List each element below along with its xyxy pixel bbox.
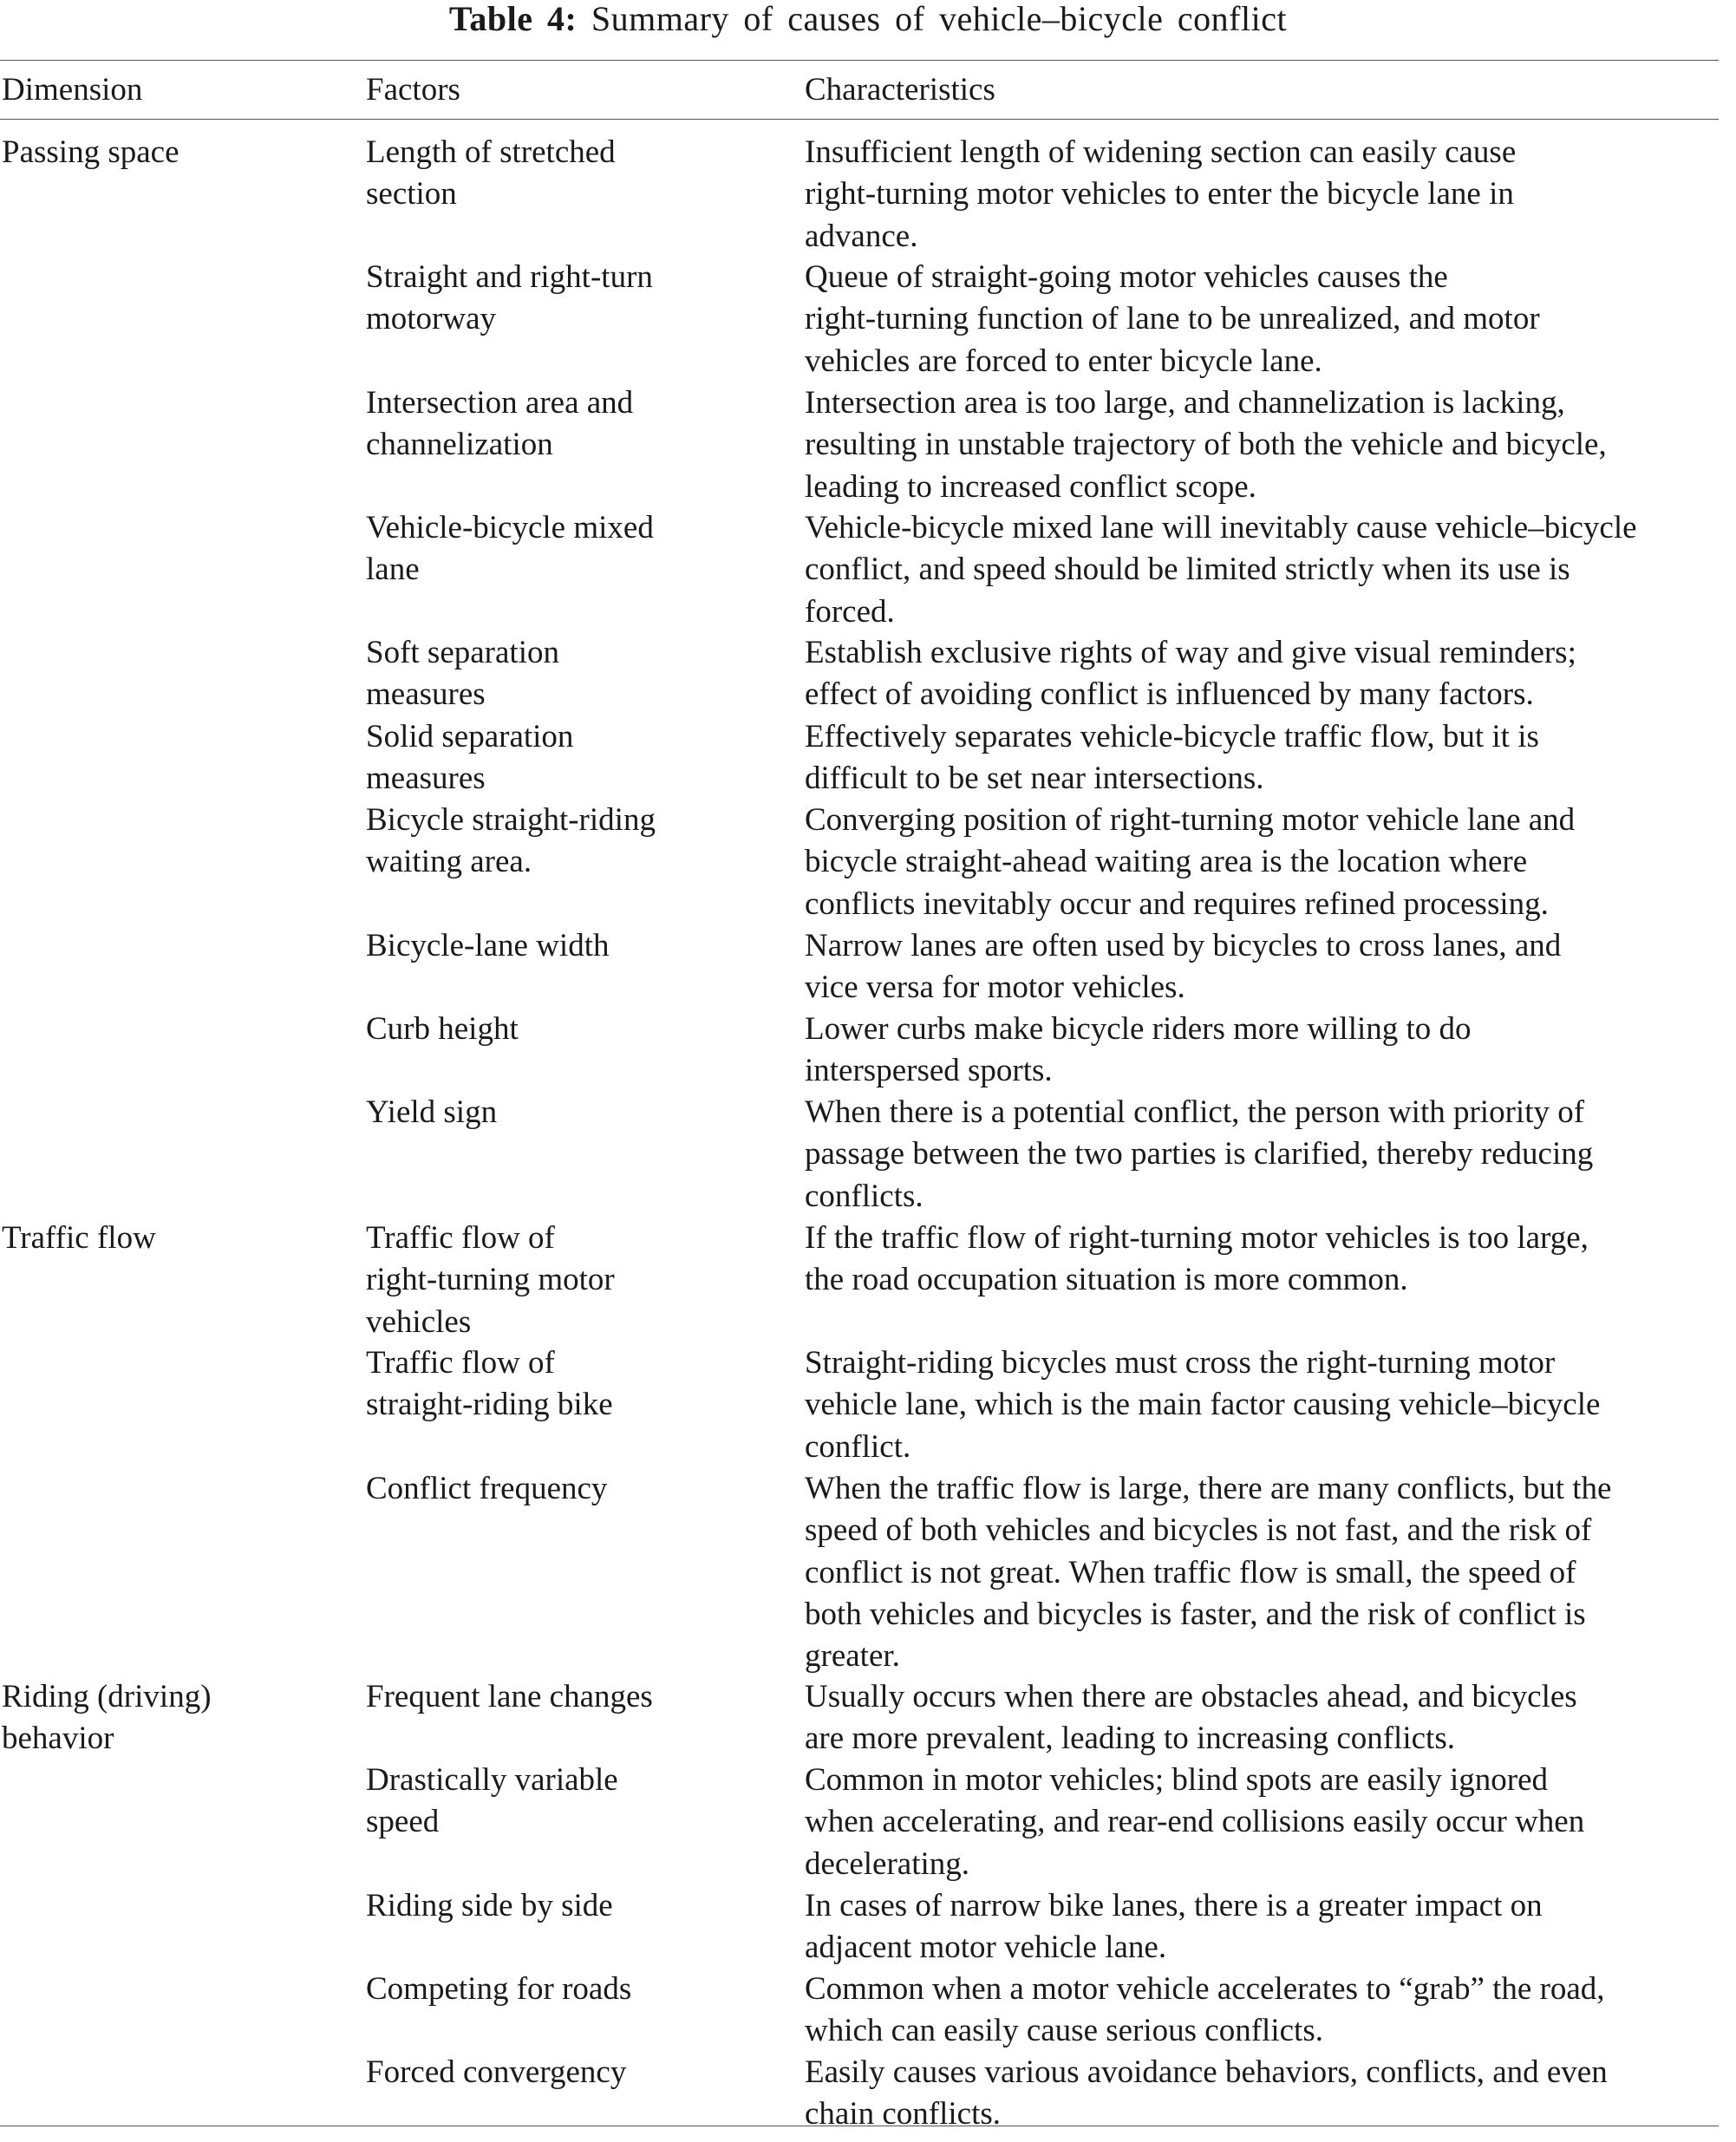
characteristics-cell-line: are more prevalent, leading to increasing conflicts. [805, 1721, 1455, 1757]
characteristics-cell [805, 1342, 1600, 1468]
factor-cell [366, 132, 616, 216]
table-caption-title: Summary of causes of vehicle–bicycle conflict [591, 0, 1288, 38]
dimension-cell-line: Traffic flow [2, 1220, 156, 1256]
header-dimension: Dimension [2, 72, 143, 108]
factor-cell-line: straight-riding bike [366, 1387, 613, 1423]
factor-cell [366, 1760, 618, 1844]
characteristics-cell-line: vehicle lane, which is the main factor causing vehicle–bicycle [805, 1387, 1601, 1423]
factor-cell-line: measures [366, 761, 486, 797]
characteristics-cell-line: conflict is not great. When traffic flow is small, the speed of [805, 1554, 1576, 1590]
factor-cell-line: waiting area. [366, 844, 532, 880]
factor-cell [366, 716, 573, 800]
factor-cell-line: motorway [366, 301, 497, 337]
factor-cell-line: Traffic flow of [366, 1345, 555, 1381]
factor-cell-line: Yield sign [366, 1094, 498, 1130]
characteristics-cell-line: Easily causes various avoidance behaviors, conflicts, and even [805, 2054, 1608, 2090]
dimension-cell [2, 132, 179, 173]
characteristics-cell-line: Common in motor vehicles; blind spots are easily ignored [805, 1762, 1549, 1798]
dimension-cell-line: Passing space [2, 134, 179, 170]
characteristics-cell [805, 382, 1607, 508]
factor-cell [366, 507, 654, 591]
characteristics-cell-line: the road occupation situation is more common. [805, 1262, 1408, 1298]
dimension-cell-line: behavior [2, 1721, 114, 1757]
characteristics-cell [805, 2052, 1608, 2136]
characteristics-cell-line: which can easily cause serious conflicts. [805, 2013, 1323, 2049]
characteristics-cell-line: effect of avoiding conflict is influenced by many factors. [805, 676, 1534, 713]
characteristics-cell-line: In cases of narrow bike lanes, there is a greater impact on [805, 1888, 1543, 1923]
factor-cell-line: Length of stretched [366, 134, 616, 170]
characteristics-cell-line: conflicts inevitably occur and requires refined processing. [805, 885, 1549, 922]
characteristics-cell [805, 632, 1576, 716]
characteristics-cell-line: when accelerating, and rear-end collisions easily occur when [805, 1804, 1585, 1840]
header-characteristics: Characteristics [805, 72, 995, 108]
factor-cell [366, 632, 559, 716]
characteristics-cell-line: Insufficient length of widening section can easily cause [805, 134, 1517, 170]
characteristics-cell [805, 1885, 1543, 1969]
factor-cell-line: Bicycle-lane width [366, 928, 610, 963]
factor-cell-line: Bicycle straight-riding [366, 802, 656, 838]
characteristics-cell-line: Establish exclusive rights of way and give visual reminders; [805, 635, 1576, 670]
characteristics-cell-line: vice versa for motor vehicles. [805, 970, 1185, 1006]
characteristics-cell-line: Intersection area is too large, and channelization is lacking, [805, 385, 1565, 421]
characteristics-cell-line: forced. [805, 593, 895, 630]
characteristics-cell-line: Usually occurs when there are obstacles ahead, and bicycles [805, 1679, 1577, 1714]
characteristics-cell-line: right-turning motor vehicles to enter the bicycle lane in [805, 176, 1514, 212]
factor-cell [366, 1885, 613, 1927]
factor-cell-line: Competing for roads [366, 1971, 632, 2007]
characteristics-cell-line: conflict. [805, 1428, 911, 1465]
characteristics-cell-line: When there is a potential conflict, the person with priority of [805, 1094, 1585, 1130]
factor-cell-line: Traffic flow of [366, 1220, 555, 1256]
factor-cell-line: Straight and right-turn [366, 259, 653, 295]
factor-cell [366, 1676, 653, 1718]
characteristics-cell-line: Straight-riding bicycles must cross the right-turning motor [805, 1345, 1556, 1381]
factor-cell-line: section [366, 176, 457, 212]
characteristics-cell-line: passage between the two parties is clarified, thereby reducing [805, 1136, 1594, 1172]
characteristics-cell-line: decelerating. [805, 1845, 970, 1882]
factor-cell [366, 1092, 497, 1133]
characteristics-cell [805, 1218, 1589, 1302]
characteristics-cell [805, 1468, 1611, 1677]
characteristics-cell-line: advance. [805, 218, 918, 254]
characteristics-cell [805, 925, 1561, 1009]
characteristics-cell [805, 1969, 1605, 2053]
characteristics-cell-line: resulting in unstable trajectory of both the vehicle and bicycle, [805, 427, 1607, 463]
factor-cell [366, 1009, 519, 1050]
characteristics-cell [805, 1092, 1593, 1218]
factor-cell-line: right-turning motor [366, 1262, 615, 1298]
factor-cell-line: Conflict frequency [366, 1471, 608, 1506]
characteristics-cell-line: vehicles are forced to enter bicycle lane. [805, 343, 1322, 379]
characteristics-cell-line: When the traffic flow is large, there are many conflicts, but the [805, 1471, 1612, 1506]
dimension-cell [2, 1676, 212, 1760]
factor-cell-line: channelization [366, 427, 553, 463]
characteristics-cell-line: interspersed sports. [805, 1053, 1053, 1089]
factor-cell-line: lane [366, 552, 420, 588]
characteristics-cell-line: speed of both vehicles and bicycles is not fast, and the risk of [805, 1512, 1592, 1549]
factor-cell [366, 1969, 631, 2010]
factor-cell-line: Drastically variable [366, 1762, 618, 1798]
characteristics-cell-line: Converging position of right-turning motor vehicle lane and [805, 802, 1576, 838]
factor-cell [366, 925, 609, 967]
characteristics-cell [805, 800, 1575, 925]
header-factors: Factors [366, 72, 460, 108]
factor-cell-line: Vehicle-bicycle mixed [366, 510, 654, 545]
dimension-cell-line: Riding (driving) [2, 1679, 212, 1714]
factor-cell-line: Curb height [366, 1011, 519, 1047]
characteristics-cell-line: Common when a motor vehicle accelerates to “grab” the road, [805, 1971, 1605, 2007]
characteristics-cell-line: both vehicles and bicycles is faster, and the risk of conflict is [805, 1596, 1586, 1632]
factor-cell-line: Soft separation [366, 635, 559, 670]
characteristics-cell-line: greater. [805, 1638, 900, 1675]
characteristics-cell [805, 257, 1540, 382]
characteristics-cell-line: If the traffic flow of right-turning motor vehicles is too large, [805, 1220, 1589, 1256]
factor-cell-line: measures [366, 676, 486, 713]
characteristics-cell-line: Vehicle-bicycle mixed lane will inevitably cause vehicle–bicycle [805, 510, 1637, 545]
characteristics-cell-line: leading to increased conflict scope. [805, 468, 1256, 505]
factor-cell [366, 800, 656, 884]
dimension-cell [2, 1218, 156, 1259]
factor-cell-line: vehicles [366, 1303, 472, 1340]
characteristics-cell-line: Effectively separates vehicle-bicycle traffic flow, but it is [805, 719, 1539, 754]
characteristics-cell-line: conflict, and speed should be limited strictly when its use is [805, 552, 1570, 588]
factor-cell-line: Solid separation [366, 719, 574, 754]
factor-cell-line: speed [366, 1804, 440, 1840]
characteristics-cell [805, 132, 1516, 258]
characteristics-cell [805, 716, 1539, 800]
factor-cell [366, 382, 633, 467]
characteristics-cell-line: bicycle straight-ahead waiting area is the location where [805, 844, 1528, 880]
characteristics-cell-line: right-turning function of lane to be unrealized, and motor [805, 301, 1540, 337]
table-caption-label: Table 4: [448, 0, 578, 38]
factor-cell-line: Frequent lane changes [366, 1679, 653, 1714]
characteristics-cell-line: Queue of straight-going motor vehicles causes the [805, 259, 1448, 295]
characteristics-cell [805, 1676, 1577, 1760]
factor-cell [366, 257, 653, 341]
characteristics-cell-line: adjacent motor vehicle lane. [805, 1930, 1167, 1966]
characteristics-cell [805, 507, 1637, 633]
characteristics-cell [805, 1760, 1584, 1885]
characteristics-cell-line: Lower curbs make bicycle riders more willing to do [805, 1011, 1472, 1047]
factor-cell-line: Forced convergency [366, 2054, 627, 2090]
characteristics-cell-line: difficult to be set near intersections. [805, 761, 1264, 797]
characteristics-cell-line: conflicts. [805, 1178, 923, 1214]
factor-cell [366, 1342, 613, 1427]
characteristics-cell-line: chain conflicts. [805, 2096, 1002, 2132]
factor-cell [366, 1468, 607, 1510]
factor-cell [366, 1218, 615, 1343]
factor-cell [366, 2052, 626, 2093]
factor-cell-line: Riding side by side [366, 1888, 613, 1923]
characteristics-cell [805, 1009, 1472, 1093]
factor-cell-line: Intersection area and [366, 385, 634, 421]
characteristics-cell-line: Narrow lanes are often used by bicycles to cross lanes, and [805, 928, 1562, 963]
